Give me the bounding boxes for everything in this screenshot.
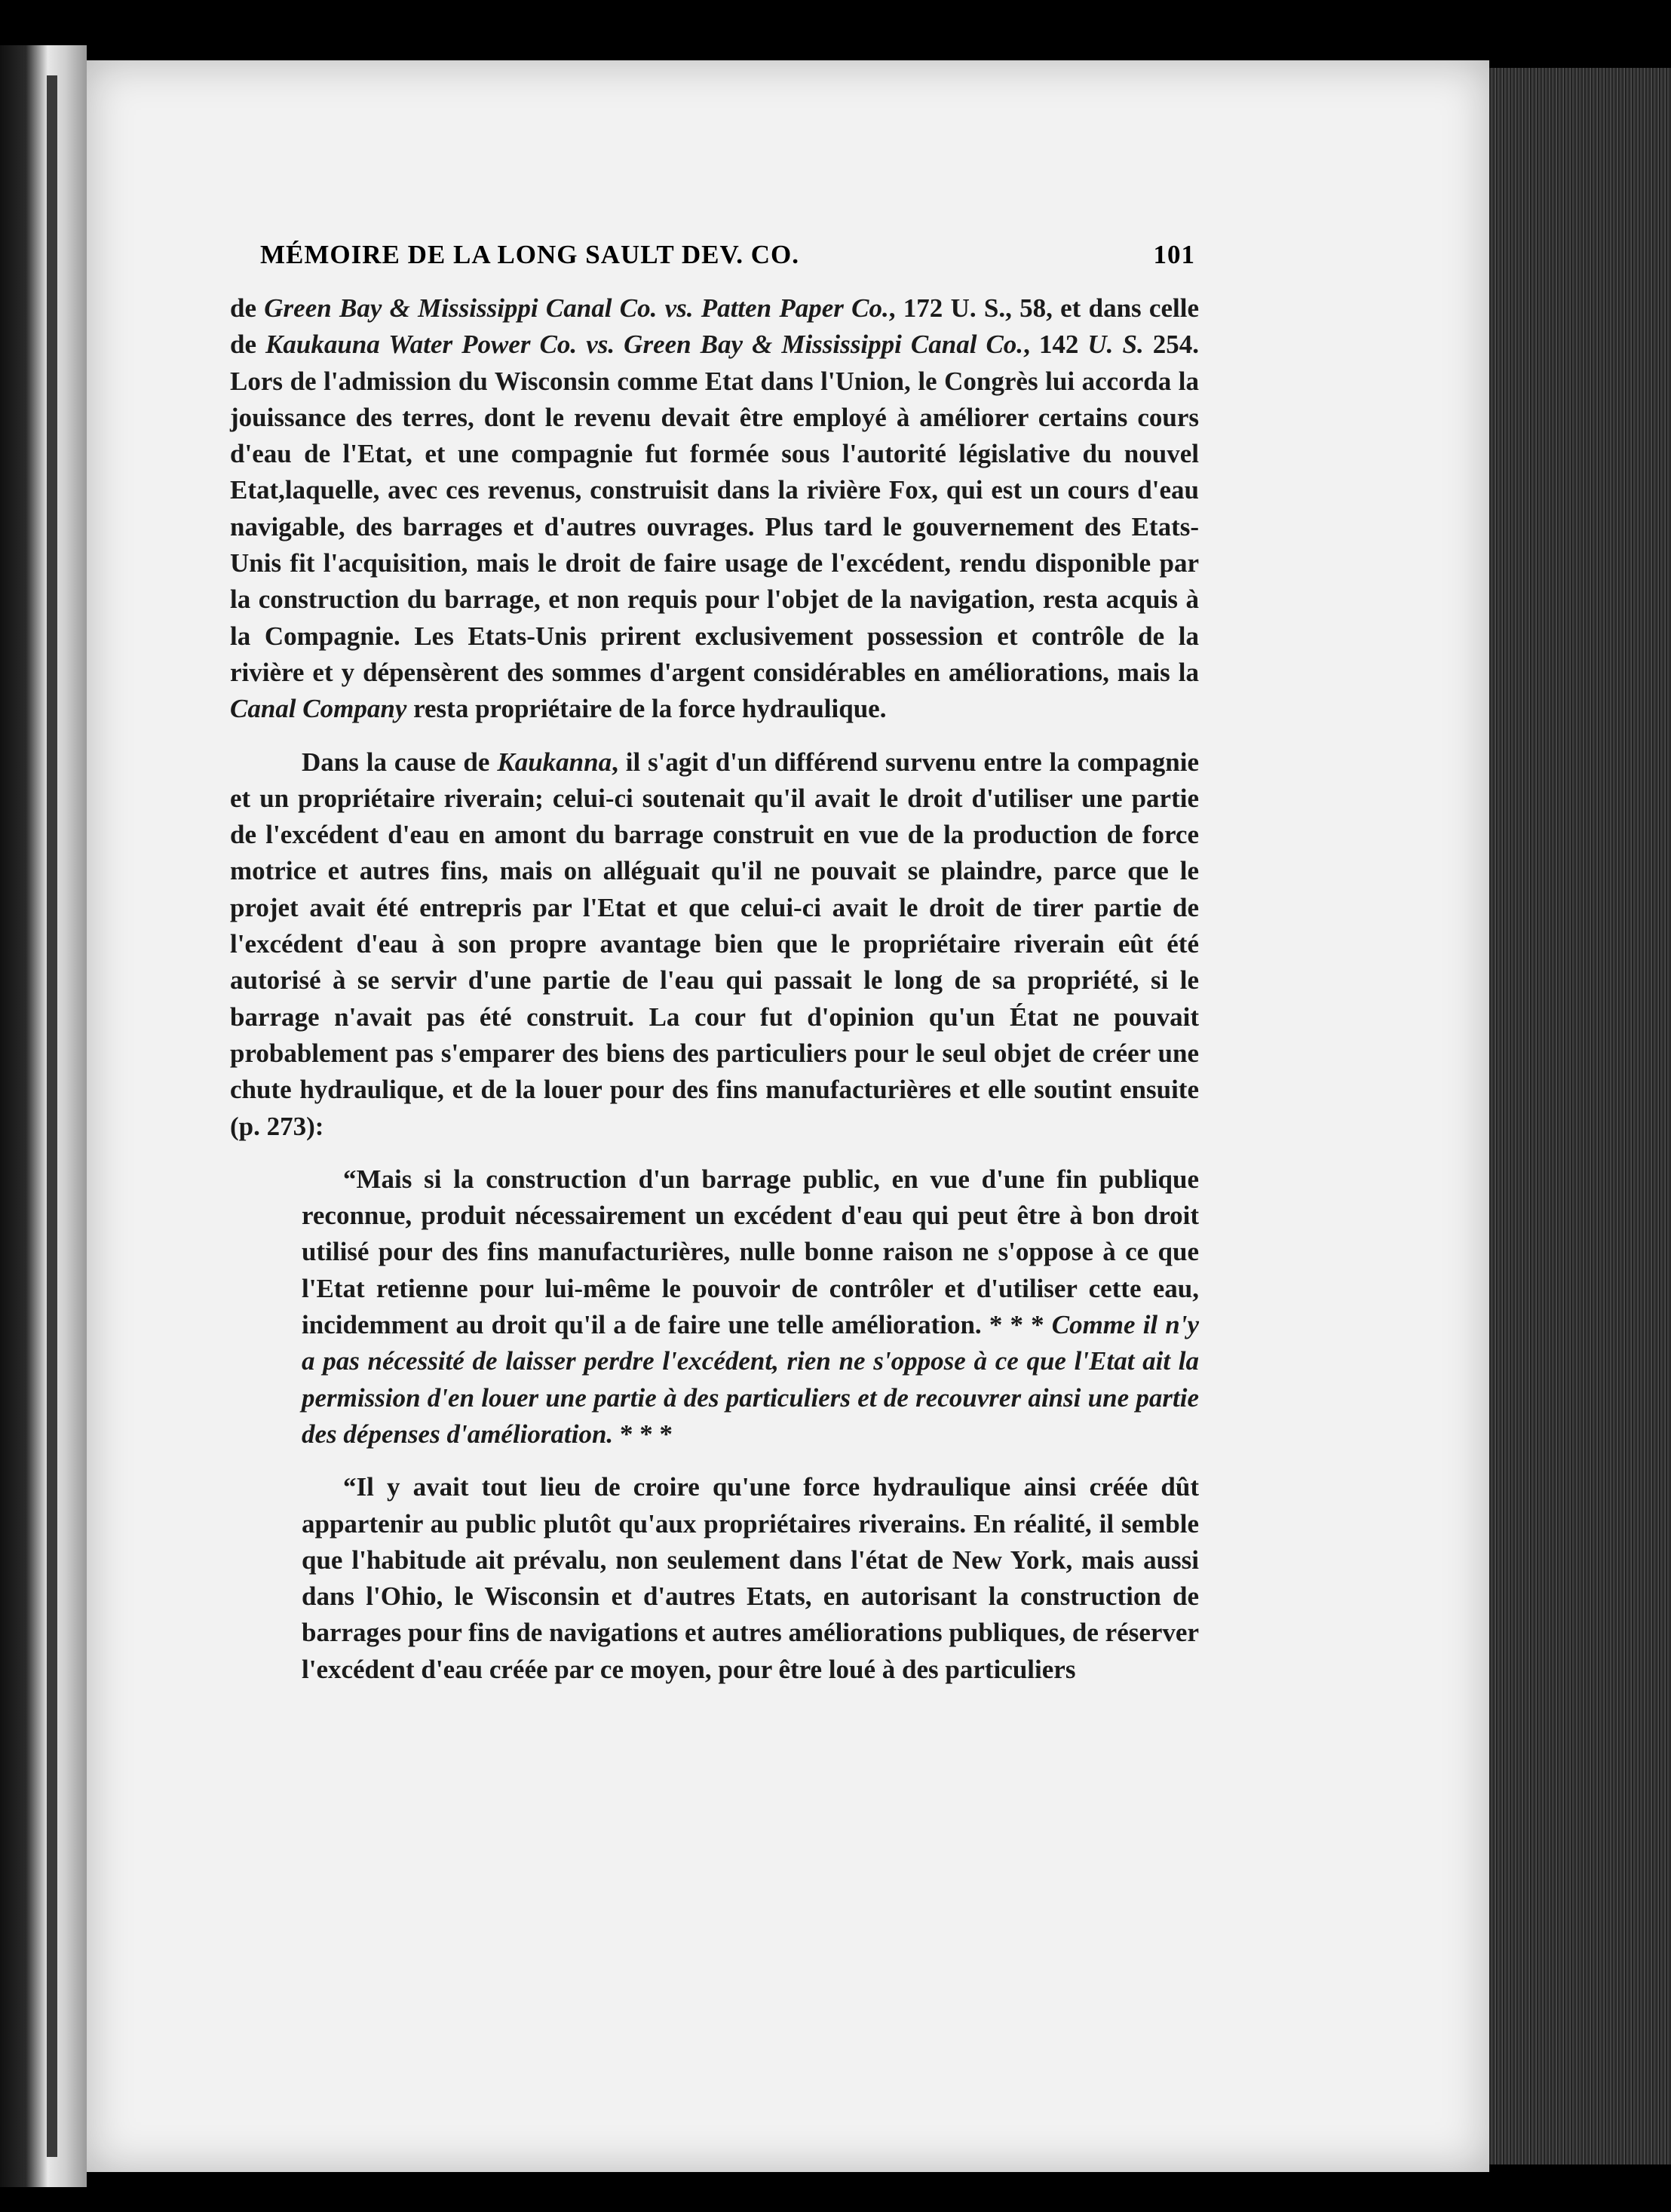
page-number: 101 [1153,240,1195,269]
left-page-edge [0,45,87,2187]
body-text [230,290,1199,1688]
case-citation: Kaukauna Water Power Co. vs. Green Bay & Mississippi Canal Co. [265,330,1024,360]
quotation-2 [302,1469,1199,1688]
text-run: , 172 U. S., 58, et dans celle de [230,293,1199,360]
text-run: de [230,293,265,323]
running-head [260,240,1195,278]
text-run: “Il y avait tout lieu de croire qu'une force hydraulique ainsi créée dût appartenir au public plutôt qu'aux propriétaires riverains. En réalité, il semble que l'habitude ait prévalu, non seulement dans l'état de New York, mais aussi dans l'Ohio, le Wisconsin et d'autres Etats, en autorisant la construction de barrages pour fins de navigations et autres améliorations publiques, de réserver l'excédent d'eau créée par ce moyen, pour être loué à des particuliers [302,1472,1199,1684]
text-run: “Mais si la construction d'un barrage public, en vue d'une fin publique reconnue, produit nécessairement un excédent d'eau qui peut être à bon droit utilisé pour des fins manufacturières, nulle bonne raison ne s'oppose à ce que l'Etat retienne pour lui-même le pouvoir de contrôler et d'utiliser cette eau, incidemment au droit qu'il a de faire une telle amélioration. * * * [302,1164,1199,1340]
text-run: U. S. [1087,330,1144,360]
italic-quote: Comme il n'y a pas nécessité de laisser perdre l'excédent, rien ne s'oppose à ce que l'Etat ait la permission d'en louer une partie à des particuliers et de recouvrer ainsi une partie des dépenses d'amélioration. [302,1310,1200,1449]
text-run: Canal Company [230,694,407,724]
paragraph-2 [230,744,1199,1145]
text-run: Dans la cause de [302,747,498,777]
running-head-title: MÉMOIRE DE LA LONG SAULT DEV. CO. [260,240,800,269]
text-run: resta propriétaire de la force hydraulique. [406,694,887,724]
right-page-stack [1489,68,1671,2164]
text-run: , 142 [1023,330,1088,360]
text-run: * * * [613,1419,673,1449]
text-run: 254. Lors de l'admission du Wisconsin comme Etat dans l'Union, le Congrès lui accorda la jouissance des terres, dont le revenu devait être employé à améliorer certains cours d'eau de l'Etat, et une compagnie fut formée sous l'autorité législative du nouvel Etat,laquelle, avec ces revenus, construisit dans la rivière Fox, qui est un cours d'eau navigable, des barrages et d'autres ouvrages. Plus tard le gouvernement des Etats-Unis fit l'acquisition, mais le droit de faire usage de l'excédent, rendu disponible par la construction du barrage, et non requis pour l'objet de la navigation, resta acquis à la Compagnie. Les Etats-Unis prirent exclusivement possession et contrôle de la rivière et y dépensèrent des sommes d'argent considérables en améliorations, mais la [230,330,1199,687]
quotation-1 [302,1161,1199,1453]
paragraph-1 [230,290,1199,728]
text-run: , il s'agit d'un différend survenu entre la compagnie et un propriétaire riverain; celui-ci soutenait qu'il avait le droit d'utiliser une partie de l'excédent d'eau en amont du barrage construit en vue de la production de force motrice et autres fins, mais on alléguait qu'il ne pouvait se plaindre, parce que le projet avait été entrepris par l'Etat et que celui-ci avait le droit de tirer partie de l'excédent d'eau à son propre avantage bien que le propriétaire riverain eût été autorisé à se servir d'une partie de l'eau qui passait le long de sa propriété, si le barrage n'avait pas été construit. La cour fut d'opinion qu'un État ne pouvait probablement pas s'emparer des biens des particuliers pour le seul objet de créer une chute hydraulique, et de la louer pour des fins manufacturières et elle soutint ensuite (p. 273): [230,747,1199,1141]
case-name: Kaukanna [497,747,612,777]
case-citation: Green Bay & Mississippi Canal Co. vs. Patten Paper Co. [264,293,889,323]
